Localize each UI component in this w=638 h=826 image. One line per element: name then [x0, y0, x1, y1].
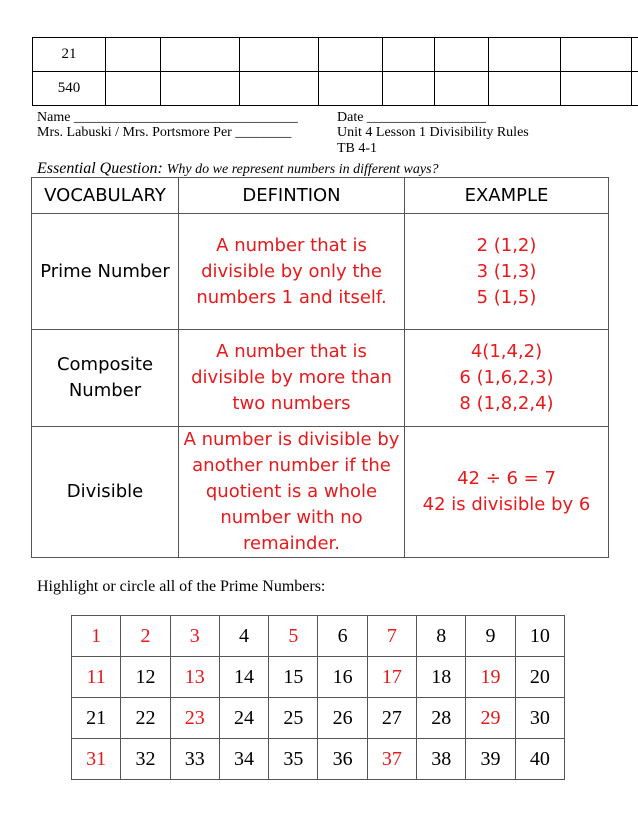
- number-cell: 1: [72, 616, 121, 657]
- vocab-example-line: 2 (1,2): [476, 234, 537, 256]
- number-cell: 21: [72, 698, 121, 739]
- vocabulary-table: [31, 177, 609, 558]
- number-cell: 11: [72, 657, 121, 698]
- number-cell: 19: [466, 657, 515, 698]
- vocab-term-line: Number: [68, 380, 142, 401]
- name-line: Name ________________________________: [37, 110, 298, 125]
- vocab-definition: [179, 330, 405, 427]
- vocab-row: [32, 330, 609, 427]
- vocab-definition: [179, 214, 405, 330]
- number-cell: 26: [318, 698, 367, 739]
- vocab-term: [32, 330, 179, 427]
- tb-line: TB 4-1: [337, 141, 378, 156]
- divisibility-table: [32, 37, 638, 106]
- number-grid-row: [72, 616, 565, 657]
- vocab-term: [32, 214, 179, 330]
- number-cell: 17: [367, 657, 416, 698]
- vocab-term-line: Composite: [56, 354, 154, 375]
- vocab-definition-line: divisible by only the: [201, 260, 382, 282]
- number-cell: 2: [121, 616, 170, 657]
- divisibility-cell: [106, 72, 161, 106]
- divisibility-cell: [435, 72, 489, 106]
- divisibility-row: [33, 72, 638, 106]
- vocab-example-line: 42 is divisible by 6: [422, 494, 591, 515]
- number-cell: 5: [269, 616, 318, 657]
- number-cell: 40: [515, 739, 564, 780]
- number-cell: 29: [466, 698, 515, 739]
- divisibility-cell: [383, 38, 435, 72]
- vocab-definition-line: remainder.: [242, 533, 341, 554]
- vocab-term-line: Divisible: [66, 481, 144, 502]
- number-cell: 23: [170, 698, 219, 739]
- vocab-definition-line: number with no: [220, 507, 363, 528]
- number-grid-row: [72, 657, 565, 698]
- number-cell: 16: [318, 657, 367, 698]
- vocab-definition-line: divisible by more than: [191, 367, 392, 388]
- number-cell: 31: [72, 739, 121, 780]
- number-cell: 9: [466, 616, 515, 657]
- divisibility-cell: [383, 72, 435, 106]
- vocab-definition-line: A number that is: [216, 234, 367, 256]
- vocab-example: [405, 427, 609, 558]
- divisibility-cell: [319, 38, 383, 72]
- number-cell: 3: [170, 616, 219, 657]
- number-cell: 24: [219, 698, 268, 739]
- vocab-definition-line: quotient is a whole: [205, 481, 378, 502]
- number-grid-row: [72, 739, 565, 780]
- vocab-definition-line: another number if the: [192, 455, 391, 476]
- essential-question-text: Why do we represent numbers in different ways?: [166, 162, 439, 177]
- vocab-example: [405, 214, 609, 330]
- number-cell: 12: [121, 657, 170, 698]
- essential-question: [37, 160, 439, 178]
- divisibility-cell: [106, 38, 161, 72]
- vocab-header-example: EXAMPLE: [405, 178, 609, 214]
- number-cell: 4: [219, 616, 268, 657]
- number-cell: 28: [417, 698, 466, 739]
- vocab-definition-line: A number is divisible by: [183, 429, 400, 450]
- number-cell: 15: [269, 657, 318, 698]
- divisibility-cell: [161, 72, 240, 106]
- vocab-definition: [179, 427, 405, 558]
- vocab-definition-line: numbers 1 and itself.: [196, 286, 387, 308]
- divisibility-cell: [561, 38, 632, 72]
- number-cell: 27: [367, 698, 416, 739]
- divisibility-cell: [319, 72, 383, 106]
- number-cell: 32: [121, 739, 170, 780]
- number-cell: 6: [318, 616, 367, 657]
- date-line: Date _________________: [337, 110, 486, 125]
- number-cell: 14: [219, 657, 268, 698]
- divisibility-number: 540: [33, 72, 106, 106]
- divisibility-cell: [161, 38, 240, 72]
- divisibility-cell: [240, 38, 319, 72]
- divisibility-cell: [632, 38, 638, 72]
- divisibility-cell: [632, 72, 638, 106]
- vocab-example-line: 5 (1,5): [476, 286, 537, 308]
- vocab-example-line: 42 ÷ 6 = 7: [457, 468, 556, 489]
- number-grid: [71, 615, 565, 780]
- number-cell: 8: [417, 616, 466, 657]
- vocab-header-definition: DEFINTION: [179, 178, 405, 214]
- divisibility-cell: [435, 38, 489, 72]
- number-cell: 30: [515, 698, 564, 739]
- number-cell: 25: [269, 698, 318, 739]
- divisibility-row: [33, 38, 638, 72]
- divisibility-cell: [561, 72, 632, 106]
- vocab-term: [32, 427, 179, 558]
- number-cell: 22: [121, 698, 170, 739]
- number-cell: 38: [417, 739, 466, 780]
- number-cell: 33: [170, 739, 219, 780]
- vocab-row: [32, 427, 609, 558]
- vocab-definition-line: A number that is: [216, 341, 367, 362]
- vocab-example-line: 4(1,4,2): [470, 341, 543, 362]
- vocab-example: [405, 330, 609, 427]
- vocab-example-line: 3 (1,3): [476, 260, 537, 282]
- number-cell: 36: [318, 739, 367, 780]
- vocab-term-line: Prime Number: [40, 260, 170, 282]
- instruction-text: Highlight or circle all of the Prime Numbers:: [37, 578, 326, 595]
- vocab-definition-line: two numbers: [232, 393, 351, 414]
- number-cell: 10: [515, 616, 564, 657]
- number-cell: 35: [269, 739, 318, 780]
- divisibility-cell: [240, 72, 319, 106]
- divisibility-number: 21: [33, 38, 106, 72]
- number-cell: 34: [219, 739, 268, 780]
- number-grid-row: [72, 698, 565, 739]
- divisibility-cell: [489, 72, 561, 106]
- vocab-row: [32, 214, 609, 330]
- unit-line: Unit 4 Lesson 1 Divisibility Rules: [337, 125, 529, 140]
- essential-question-label: Essential Question:: [37, 160, 163, 177]
- number-cell: 20: [515, 657, 564, 698]
- vocab-example-line: 8 (1,8,2,4): [459, 393, 554, 414]
- number-cell: 37: [367, 739, 416, 780]
- vocab-example-line: 6 (1,6,2,3): [459, 367, 554, 388]
- number-cell: 13: [170, 657, 219, 698]
- number-cell: 39: [466, 739, 515, 780]
- teacher-line: Mrs. Labuski / Mrs. Portsmore Per ________: [37, 125, 292, 140]
- vocab-header-vocabulary: VOCABULARY: [32, 178, 179, 214]
- number-cell: 7: [367, 616, 416, 657]
- divisibility-cell: [489, 38, 561, 72]
- number-cell: 18: [417, 657, 466, 698]
